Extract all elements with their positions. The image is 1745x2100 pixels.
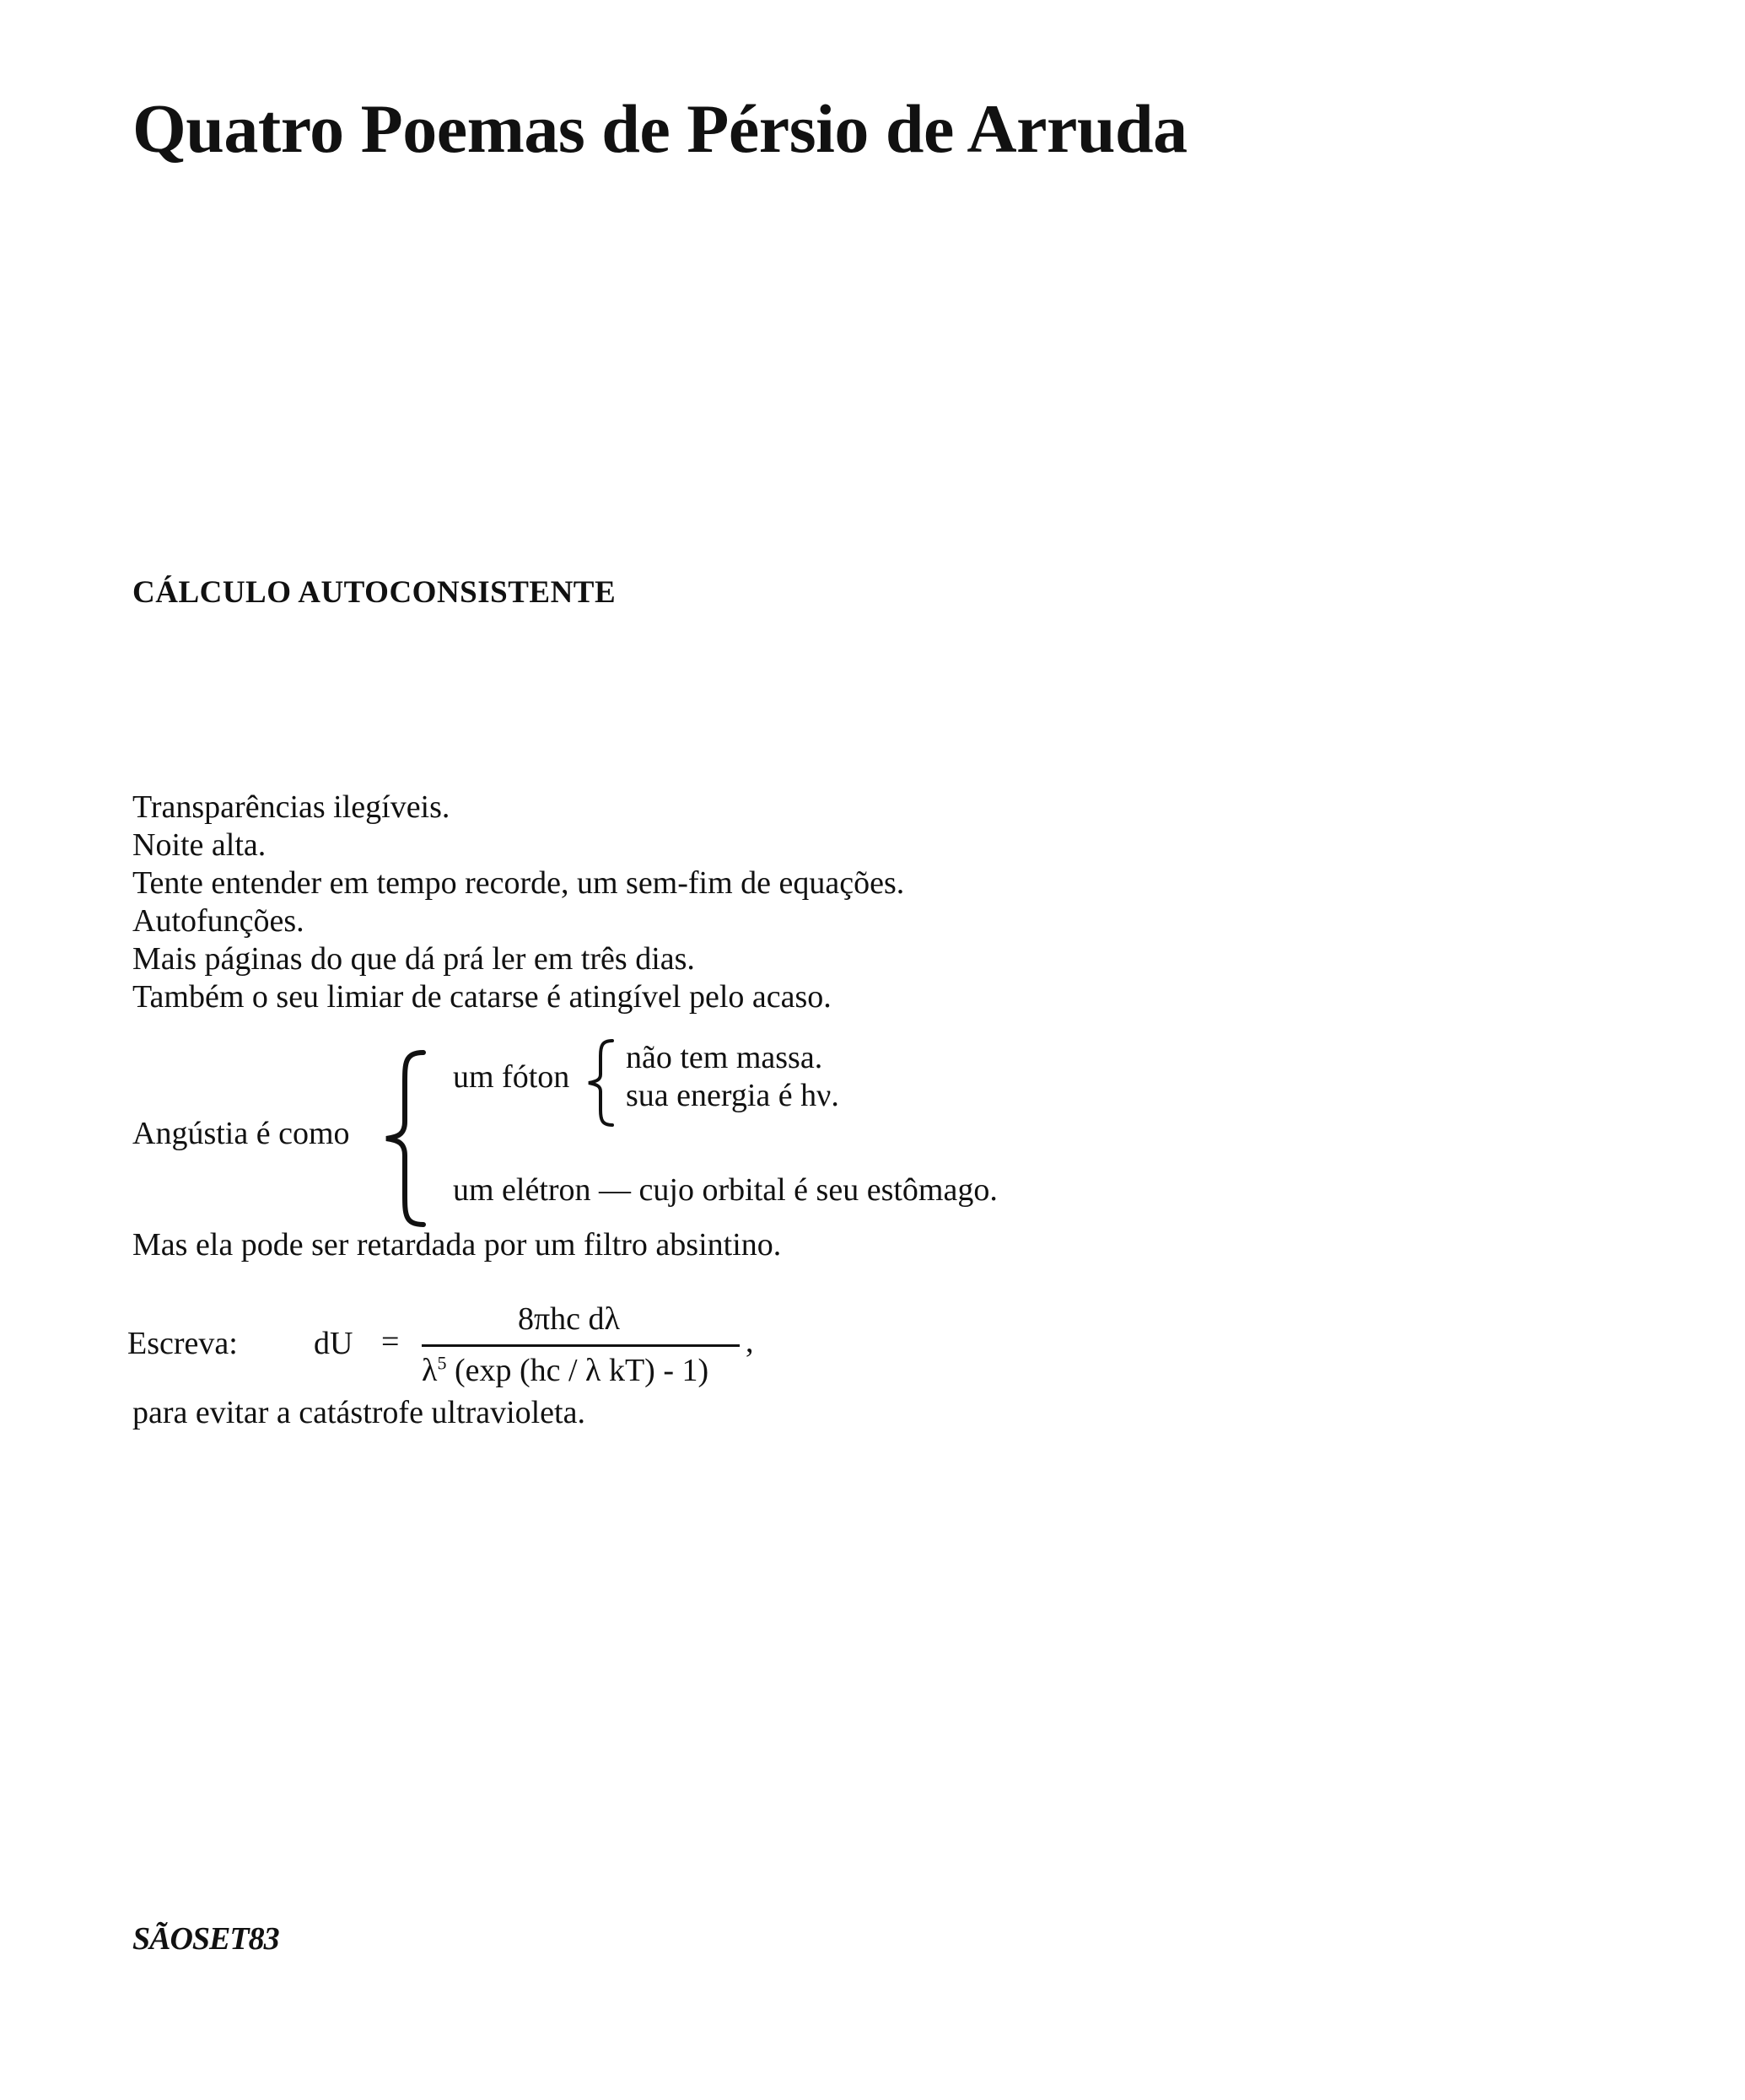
fraction-bar bbox=[422, 1344, 740, 1347]
poem-line: Também o seu limiar de catarse é atingível pelo acaso. bbox=[132, 979, 832, 1015]
poem-line: Transparências ilegíveis. bbox=[132, 789, 450, 825]
photon-property: sua energia é hν. bbox=[626, 1078, 839, 1113]
photon-property: não tem massa. bbox=[626, 1040, 823, 1075]
page-title: Quatro Poemas de Pérsio de Arruda bbox=[132, 90, 1188, 167]
equation-lhs: dU bbox=[314, 1326, 353, 1361]
signature-date: SÃOSET83 bbox=[132, 1921, 279, 1957]
poem-line: Tente entender em tempo recorde, um sem-fim de equações. bbox=[132, 865, 905, 901]
poem-line: Noite alta. bbox=[132, 827, 267, 863]
photon-label: um fóton bbox=[453, 1059, 570, 1095]
poem-line: para evitar a catástrofe ultravioleta. bbox=[132, 1395, 585, 1430]
poem-title: CÁLCULO AUTOCONSISTENTE bbox=[132, 575, 617, 610]
poem-line: Mas ela pode ser retardada por um filtro absintino. bbox=[132, 1227, 782, 1263]
equation-denominator: $\lambda^5$ (exp (hc / λ kT) - 1) bbox=[422, 1352, 709, 1388]
anguish-lead: Angústia é como bbox=[132, 1116, 350, 1151]
electron-line: um elétron — cujo orbital é seu estômago. bbox=[453, 1172, 998, 1208]
equation-numerator: 8πhc dλ bbox=[518, 1301, 620, 1337]
large-brace bbox=[380, 1046, 430, 1231]
equation-equals: = bbox=[381, 1324, 400, 1360]
poem-line: Autofunções. bbox=[132, 903, 304, 939]
equation-intro: Escreva: bbox=[127, 1326, 238, 1361]
equation-comma: , bbox=[746, 1324, 754, 1360]
small-brace bbox=[584, 1036, 617, 1130]
poem-line: Mais páginas do que dá prá ler em três dias. bbox=[132, 941, 695, 977]
